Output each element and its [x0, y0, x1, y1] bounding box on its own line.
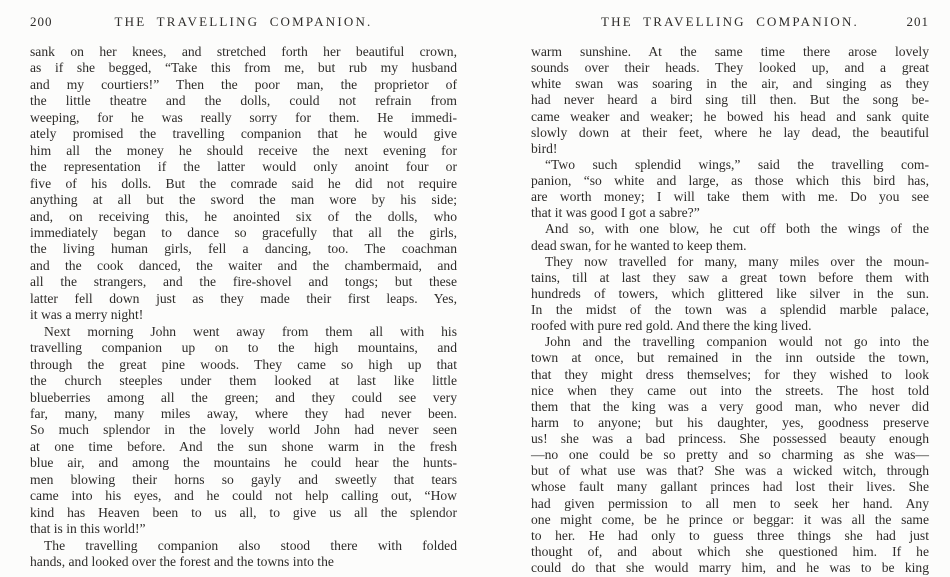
- paragraph: [531, 254, 929, 335]
- text-line: travelling companion up on to the high mountains, and: [30, 340, 457, 356]
- text-line: bird!: [531, 140, 558, 156]
- page-left-body: [30, 44, 457, 571]
- page-left-header: [30, 14, 457, 40]
- text-line: dead swan, for he wanted to keep them.: [531, 237, 747, 253]
- text-line: the church steeples under them looked at last like little: [30, 373, 457, 389]
- text-line: had given permission to all men to seek her hand. Any: [531, 495, 929, 511]
- text-line: harm to anyone; but his daughter, yes, goodness preserve: [531, 414, 929, 430]
- text-line: John and the travelling companion would not go into the: [545, 334, 929, 350]
- page-number-right: 201: [906, 14, 929, 29]
- text-line: white swan was soaring in the air, and singing as they: [531, 76, 929, 92]
- text-line: and my courtiers!” Then the poor man, the proprietor of: [30, 76, 457, 92]
- text-line: as if she begged, “Take this from me, but rub my husband: [30, 60, 457, 76]
- text-line: —no one could be so pretty and so charming as she was—: [531, 447, 929, 463]
- text-line: could do that she would marry him, and he was to be king: [531, 560, 929, 575]
- text-line: blueberries among all the green; and they could see very: [30, 389, 457, 405]
- page-right-inner: [531, 14, 929, 576]
- text-line: And so, with one blow, he cut off both the wings of the: [545, 221, 929, 237]
- text-line: town at once, but remained in the inn outside the town,: [531, 350, 929, 366]
- text-line: are worth money; I will take them with me. Do you see: [531, 189, 929, 205]
- text-line: whose fault many gallant princes had lost their lives. She: [531, 479, 929, 495]
- paragraph: [30, 324, 457, 538]
- text-line: came into his eyes, and he could not help calling out, “How: [30, 488, 457, 504]
- text-line: roofed with pure red gold. And there the king lived.: [531, 318, 812, 334]
- text-line: far, many, many miles away, where they had never been.: [30, 405, 457, 421]
- page-number-left: 200: [30, 14, 53, 29]
- page-right: [475, 0, 950, 577]
- page-right-body: [531, 44, 929, 576]
- running-title-right: THE TRAVELLING COMPANION.: [601, 14, 859, 29]
- text-line: thought of, and about which she questioned him. If he: [531, 543, 929, 559]
- text-line: kind has Heaven been to us all, to give us all the splendor: [30, 504, 457, 520]
- text-line: and, on receiving this, he anointed six of the dolls, who: [30, 208, 457, 224]
- text-line: They now travelled for many, many miles over the moun-: [545, 253, 929, 269]
- text-line: at one time before. And the sun shone warm in the fresh: [30, 438, 457, 454]
- text-line: him all the money he should receive the next evening for: [30, 142, 457, 158]
- paragraph: [531, 157, 929, 222]
- text-line: panion, “so white and large, as those which this bird has,: [531, 173, 929, 188]
- text-line: In the midst of the town was a splendid marble palace,: [531, 302, 929, 317]
- text-line: the living human girls, fell a dancing, too. The coachman: [30, 241, 457, 257]
- text-line: hundreds of towers, which glittered like silver in the sun.: [531, 285, 929, 301]
- paragraph: [531, 44, 929, 157]
- paragraph: [531, 221, 929, 253]
- text-line: them that the king was a very good man, who never did: [531, 398, 929, 414]
- text-line: sounds over their heads. They looked up, and a great: [531, 60, 929, 76]
- paragraph: [30, 44, 457, 324]
- text-line: men blowing their horns so gayly and sweetly that tears: [30, 471, 457, 487]
- text-line: us! she was a bad princess. She possessed beauty enough: [531, 431, 929, 446]
- text-line: ately promised the travelling companion that he would give: [30, 126, 457, 142]
- text-line: all the strangers, and the fire-shovel and tongs; but these: [30, 274, 457, 290]
- text-line: “Two such splendid wings,” said the travelling com-: [545, 156, 929, 172]
- text-line: So much splendor in the lovely world John had never seen: [30, 422, 457, 438]
- text-line: tains, till at last they saw a great town before them with: [531, 269, 929, 285]
- text-line: immediately began to dance so gracefully that all the girls,: [30, 224, 457, 240]
- text-line: the representation if the latter would only anoint four or: [30, 159, 457, 175]
- text-line: through the great pine woods. They came so high up that: [30, 356, 457, 372]
- paragraph: [531, 334, 929, 576]
- running-title-left: THE TRAVELLING COMPANION.: [114, 14, 373, 29]
- text-line: came weaker and weaker; he bowed his head and sank quite: [531, 108, 929, 124]
- paragraph: [30, 538, 457, 571]
- text-line: that it was good I got a sabre?”: [531, 205, 700, 221]
- text-line: nice when they came out into the streets. The host told: [531, 382, 929, 398]
- text-line: one might come, be he prince or beggar: it was all the same: [531, 511, 929, 527]
- text-line: that is in this world!”: [30, 521, 146, 537]
- text-line: anything at all but the sword the man wore by his side;: [30, 192, 457, 208]
- text-line: Next morning John went away from them all with his: [44, 323, 457, 339]
- text-line: it was a merry night!: [30, 307, 144, 323]
- text-line: sank on her knees, and stretched forth her beautiful crown,: [30, 44, 457, 59]
- text-line: The travelling companion also stood there with folded: [44, 537, 457, 553]
- text-line: weeping, for he was really sorry for them. He immedi-: [30, 109, 457, 125]
- page-right-header: [531, 14, 929, 40]
- text-line: warm sunshine. At the same time there arose lovely: [531, 44, 929, 59]
- text-line: blue air, and among the mountains he could hear the hunts-: [30, 455, 457, 471]
- text-line: five of his dolls. But the comrade said he did not require: [30, 175, 457, 191]
- text-line: and the cook danced, the waiter and the chambermaid, and: [30, 257, 457, 273]
- text-line: that they might dress themselves; for they wished to look: [531, 366, 929, 382]
- text-line: but of what use was that? She was a wicked witch, through: [531, 463, 929, 479]
- text-line: the little theatre and the dolls, could not refrain from: [30, 93, 457, 109]
- text-line: hands, and looked over the forest and the towns into the: [30, 554, 334, 570]
- text-line: to her. He had only to guess three things she had just: [531, 527, 929, 543]
- text-line: slowly down at their feet, where he lay dead, the beautiful: [531, 124, 929, 140]
- text-line: had never heard a bird sing till then. But the song be-: [531, 92, 929, 108]
- text-line: latter fell down just as they made their first leaps. Yes,: [30, 290, 457, 306]
- page-left-inner: [30, 14, 457, 571]
